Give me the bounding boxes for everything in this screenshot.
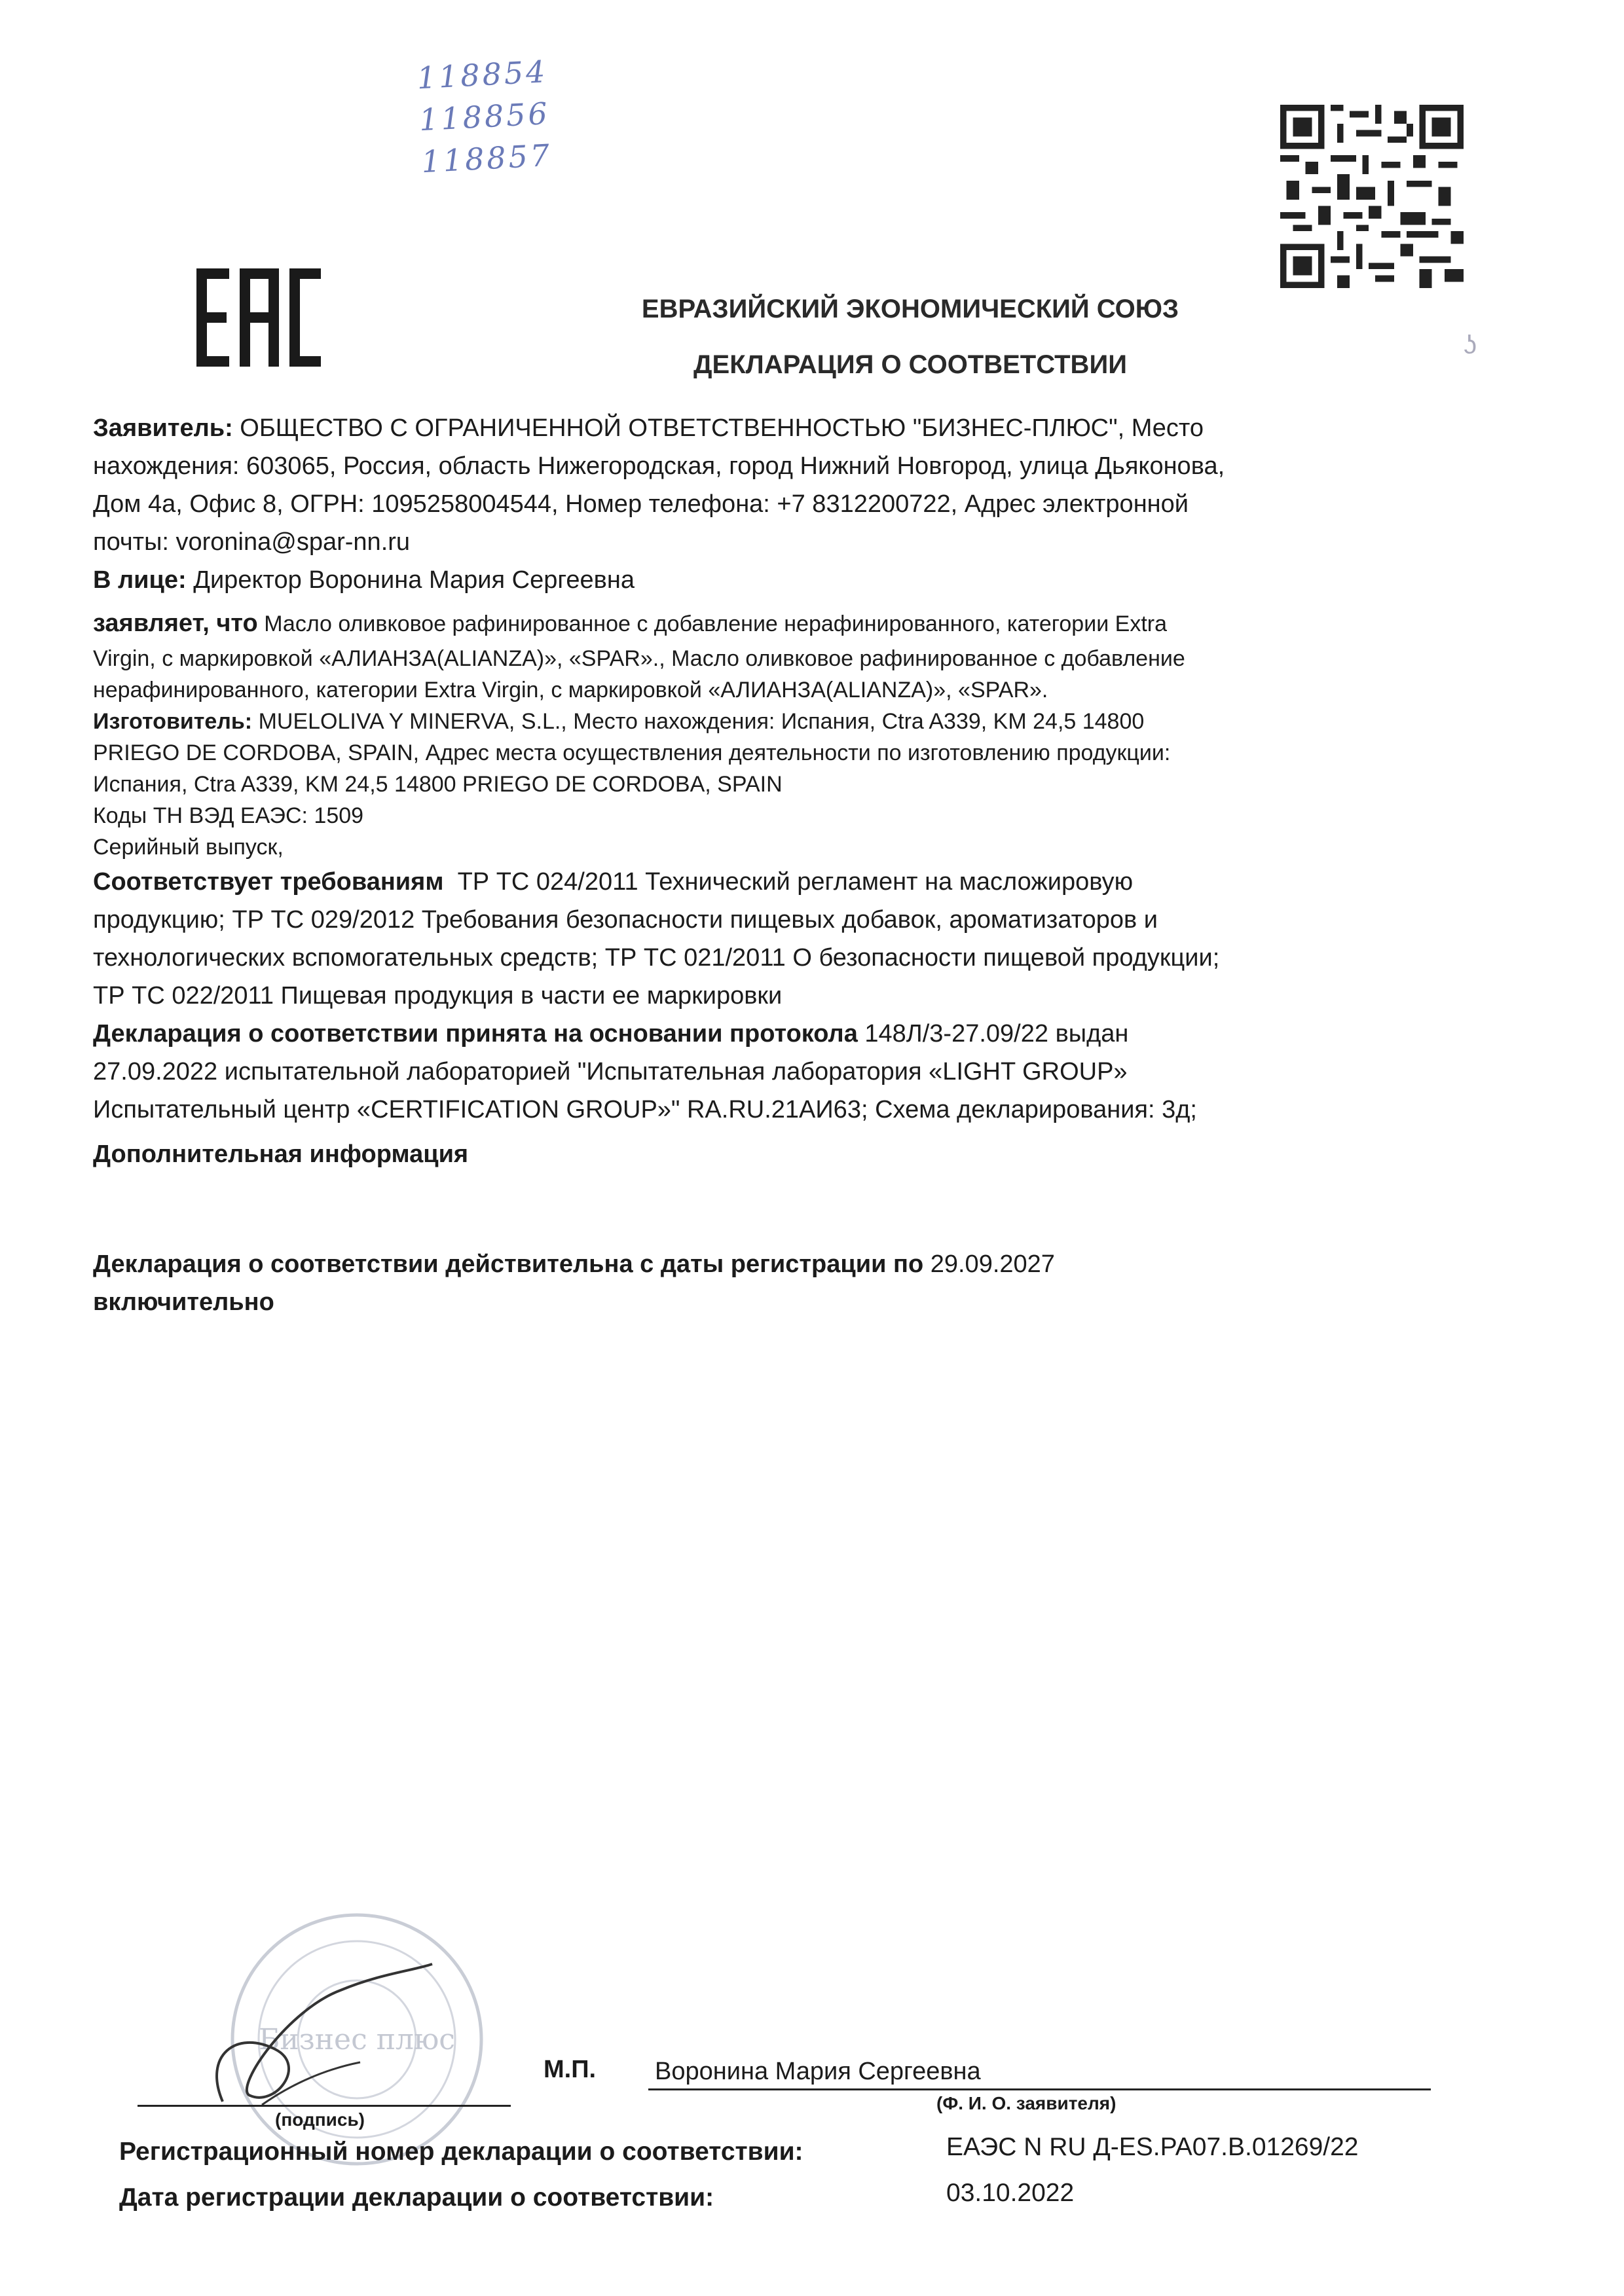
additional-info-heading: Дополнительная информация: [93, 1140, 469, 1168]
declares-line-1: [93, 604, 1416, 643]
representative-value: Директор Воронина Мария Сергеевна: [193, 566, 635, 594]
basis-line-3: Испытательный центр «CERTIFICATION GROUP»" RA.RU.21АИ63; Схема декларирования: 3д;: [93, 1096, 1197, 1123]
requirements-line-2: продукцию; ТР ТС 029/2012 Требования безопасности пищевых добавок, ароматизаторов и: [93, 906, 1158, 934]
handwritten-number: 118857: [420, 137, 553, 180]
handwritten-numbers: [416, 48, 606, 183]
requirements-line-4: ТР ТС 022/2011 Пищевая продукция в части ее маркировки: [93, 982, 783, 1010]
registration-date-value: 03.10.2022: [946, 2179, 1075, 2207]
manufacturer-line-3: Испания, Ctra A339, KM 24,5 14800 PRIEGO DE CORDOBA, SPAIN: [93, 772, 783, 797]
requirements-value: ТР ТС 024/2011 Технический регламент на масложировую: [457, 868, 1134, 896]
registration-number-label: Регистрационный номер декларации о соответствии:: [119, 2138, 803, 2166]
spacer: [93, 1173, 1416, 1245]
applicant-label: Заявитель:: [93, 414, 233, 442]
tn-ved-codes: Коды ТН ВЭД ЕАЭС: 1509: [93, 803, 364, 828]
registration-date-label: Дата регистрации декларации о соответствии:: [119, 2183, 714, 2212]
declares-line-3: нерафинированного, категории Extra Virgin, с маркировкой «АЛИАНЗА(ALIANZA)», «SPAR».: [93, 678, 1048, 702]
fio-line: [648, 2088, 1431, 2090]
manufacturer-label: Изготовитель:: [93, 709, 253, 734]
validity-line: [93, 1245, 1416, 1283]
corner-mark: ʖ: [1464, 331, 1477, 359]
stamp-text: Бизнес плюс: [259, 2023, 455, 2056]
declaration-body: [93, 409, 1416, 1321]
basis-label: Декларация о соответствии принята на основании протокола: [93, 1020, 858, 1048]
applicant-line-1: [93, 409, 1416, 447]
basis-line-2: 27.09.2022 испытательной лабораторией "Испытательная лаборатория «LIGHT GROUP»: [93, 1058, 1128, 1085]
representative-label: В лице:: [93, 566, 187, 594]
basis-value: 148Л/3-27.09/22 выдан: [864, 1020, 1129, 1048]
serial-release: Серийный выпуск,: [93, 835, 284, 860]
representative-line: [93, 561, 1416, 599]
registration-number-value: ЕАЭС N RU Д-ES.PA07.B.01269/22: [946, 2133, 1359, 2161]
applicant-value: ОБЩЕСТВО С ОГРАНИЧЕННОЙ ОТВЕТСТВЕННОСТЬЮ "БИЗНЕС-ПЛЮС", Место: [240, 414, 1204, 442]
union-heading: ЕВРАЗИЙСКИЙ ЭКОНОМИЧЕСКИЙ СОЮЗ: [641, 295, 1179, 323]
manufacturer-line-1: [93, 706, 1416, 737]
requirements-line-3: технологических вспомогательных средств; ТР ТС 021/2011 О безопасности пищевой продукции;: [93, 944, 1220, 972]
declares-value: Масло оливковое рафинированное с добавление нерафинированного, категории Extra: [264, 611, 1167, 636]
handwritten-number: 118854: [416, 54, 549, 96]
declares-line-2: Virgin, с маркировкой «АЛИАНЗА(ALIANZA)», «SPAR»., Масло оливковое рафинированное с добавление: [93, 646, 1185, 671]
validity-label: Декларация о соответствии действительна с даты регистрации по: [93, 1250, 924, 1278]
validity-suffix: включительно: [93, 1288, 274, 1316]
requirements-label: Соответствует требованиям: [93, 868, 444, 896]
signature-caption: (подпись): [275, 2109, 365, 2130]
stamp-place-label: М.П.: [544, 2056, 597, 2083]
validity-date: 29.09.2027: [930, 1250, 1055, 1278]
document-title: ДЕКЛАРАЦИЯ О СООТВЕТСТВИИ: [693, 350, 1127, 379]
applicant-line-2: нахождения: 603065, Россия, область Нижегородская, город Нижний Новгород, улица Дьяконова,: [93, 452, 1225, 480]
qr-code: [1280, 105, 1464, 288]
applicant-line-4: почты: voronina@spar-nn.ru: [93, 528, 411, 556]
manufacturer-value: MUELOLIVA Y MINERVA, S.L., Место нахождения: Испания, Ctra A339, KM 24,5 14800: [258, 709, 1145, 734]
requirements-line-1: [93, 863, 1416, 901]
declares-label: заявляет, что: [93, 610, 258, 637]
signature-line: [138, 2105, 511, 2107]
signature-mark: [196, 1951, 445, 2121]
manufacturer-line-2: PRIEGO DE CORDOBA, SPAIN, Адрес места осуществления деятельности по изготовлению продукции:: [93, 740, 1171, 765]
handwritten-number: 118856: [418, 95, 551, 138]
basis-line-1: [93, 1015, 1416, 1053]
applicant-line-3: Дом 4а, Офис 8, ОГРН: 1095258004544, Номер телефона: +7 8312200722, Адрес электронной: [93, 490, 1189, 518]
applicant-fio: Воронина Мария Сергеевна: [655, 2058, 981, 2085]
fio-caption: (Ф. И. О. заявителя): [936, 2093, 1116, 2113]
